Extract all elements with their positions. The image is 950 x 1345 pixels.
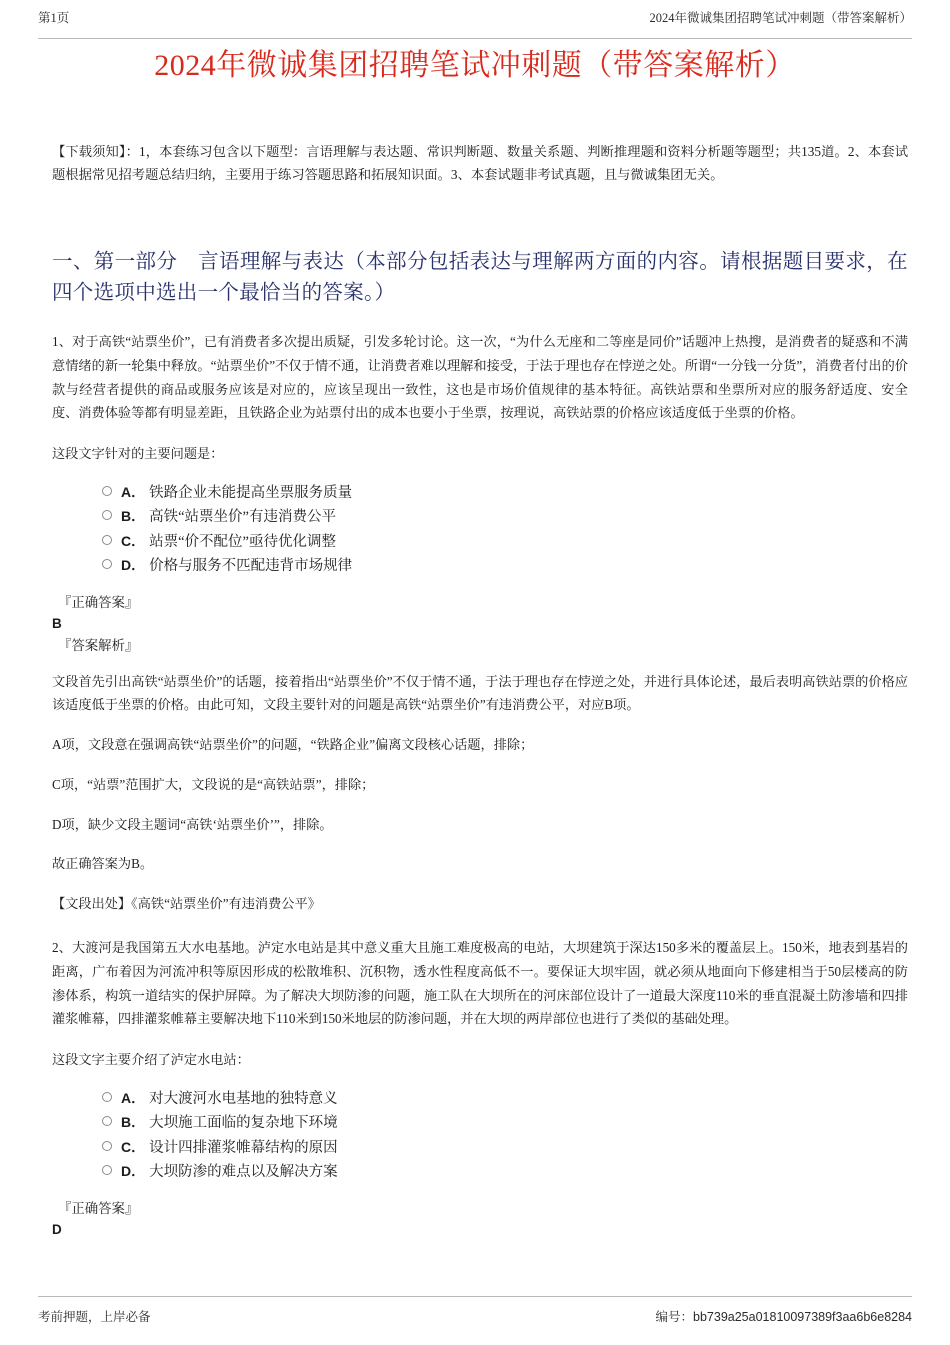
document-content [52,140,908,1239]
option-c[interactable] [52,1136,908,1160]
question-stem: 1、对于高铁“站票坐价”，已有消费者多次提出质疑，引发多轮讨论。这一次，“为什么无座和二等座是同价”话题冲上热搜，是消费者的疑惑和不满意情绪的新一轮集中释放。“站票坐价”不仅于情不通，让消费者难以理解和接受，于法于理也存在悖逆之处。所谓“一分钱一分货”，消费者付出的价款与经营者提供的商品或服务应该是对应的，应该呈现出一致性，这也是市场价值规律的基本特征。高铁站票和坐票所对应的服务舒适度、安全度、消费体验等都有明显差距，且铁路企业为站票付出的成本也要小于坐票，按理说，高铁站票的价格应该适度低于坐票的价格。 [52,334,908,421]
radio-button-icon[interactable] [102,1141,112,1151]
option-letter: A． [121,1089,146,1106]
option-a[interactable] [52,481,908,505]
radio-button-icon[interactable] [102,1116,112,1126]
option-label: 价格与服务不匹配违背市场规律 [149,558,353,575]
option-label: 铁路企业未能提高坐票服务质量 [149,484,353,501]
header-running-title: 2024年微诚集团招聘笔试冲刺题（带答案解析） [649,11,912,25]
option-letter: B． [121,1114,146,1131]
analysis-paragraph: 文段首先引出高铁“站票坐价”的话题，接着指出“站票坐价”不仅于情不通，于法于理也存在悖逆之处，并进行具体论述，最后表明高铁站票的价格应该适度低于坐票的价格。由此可知，文段主要针对的问题是高铁“站票坐价”有违消费公平，对应B项。 [52,673,908,713]
radio-button-icon[interactable] [102,535,112,545]
question-block [52,330,908,916]
option-label: 大坝防渗的难点以及解决方案 [149,1164,338,1181]
question-stem: 2、大渡河是我国第五大水电基地。泸定水电站是其中意义重大且施工难度极高的电站，大坝建筑于深达150多米的覆盖层上。150米，地表到基岩的距离，广布着因为河流冲积等原因形成的松散堆积、沉积物，透水性程度高低不一。要保证大坝牢固，就必须从地面向下修建相当于50层楼高的防渗体系，构筑一道结实的保护屏障。为了解决大坝防渗的问题，施工队在大坝所在的河床部位设计了一道最大深度110米的垂直混凝土防渗墙和四排灌浆帷幕，四排灌浆帷幕主要解决地下110米到150米地层的防渗问题，并在大坝的两岸部位也进行了类似的基础处理。 [52,939,908,1027]
correct-answer-label: 『正确答案』 [58,1200,139,1216]
option-d[interactable] [52,1160,908,1184]
question-prompt: 这段文字主要介绍了泸定水电站： [52,1052,250,1068]
analysis-paragraph: D项，缺少文段主题词“高铁‘站票坐价’”，排除。 [52,816,333,832]
answer-analysis-label: 『答案解析』 [58,637,139,653]
option-letter: D． [121,557,146,574]
option-b[interactable] [52,505,908,529]
correct-answer-value: B [52,615,62,631]
correct-answer-label: 『正确答案』 [58,594,139,610]
option-label: 站票“价不配位”亟待优化调整 [149,533,336,550]
page-header [38,12,912,39]
radio-button-icon[interactable] [102,486,112,496]
option-letter: C． [121,532,146,549]
option-label: 大坝施工面临的复杂地下环境 [149,1115,338,1132]
footer-serial-number: 编号：bb739a25a01810097389f3aa6b6e8284 [655,1310,912,1324]
download-notice: 【下载须知】：1，本套练习包含以下题型：言语理解与表达题、常识判断题、数量关系题、判断推理题和资料分析题等题型；共135道。2、本套试题根据常见招考题总结归纳，主要用于练习答题思路和拓展知识面。3、本套试题非考试真题，且与微诚集团无关。 [52,144,908,183]
option-letter: C． [121,1138,146,1155]
page-title: 2024年微诚集团招聘笔试冲刺题（带答案解析） [154,49,796,82]
section-heading: 一、第一部分 言语理解与表达（本部分包括表达与理解两方面的内容。请根据题目要求，在四个选项中选出一个最恰当的答案。） [52,250,908,305]
radio-button-icon[interactable] [102,559,112,569]
page-footer [38,1296,912,1329]
analysis-conclusion: 故正确答案为B。 [52,856,154,872]
radio-button-icon[interactable] [102,1092,112,1102]
analysis-source: 【文段出处】《高铁“站票坐价”有违消费公平》 [52,896,321,912]
footer-slogan: 考前押题，上岸必备 [38,1310,151,1324]
radio-button-icon[interactable] [102,1165,112,1175]
option-label: 设计四排灌浆帷幕结构的原因 [149,1139,338,1156]
radio-button-icon[interactable] [102,510,112,520]
option-label: 对大渡河水电基地的独特意义 [149,1090,338,1107]
option-letter: A． [121,483,146,500]
option-list [52,1087,908,1185]
option-d[interactable] [52,554,908,578]
analysis-paragraph: C项，“站票”范围扩大，文段说的是“高铁站票”，排除； [52,776,375,792]
option-b[interactable] [52,1111,908,1135]
option-label: 高铁“站票坐价”有违消费公平 [149,509,336,526]
header-page-number: 第1页 [38,11,70,25]
correct-answer-value: D [52,1221,62,1237]
option-list [52,481,908,579]
analysis-paragraph: A项，文段意在强调高铁“站票坐价”的问题，“铁路企业”偏离文段核心话题，排除； [52,737,534,753]
option-c[interactable] [52,530,908,554]
option-letter: D． [121,1163,146,1180]
option-a[interactable] [52,1087,908,1111]
option-letter: B． [121,508,146,525]
question-block [52,936,908,1239]
question-prompt: 这段文字针对的主要问题是： [52,446,224,462]
